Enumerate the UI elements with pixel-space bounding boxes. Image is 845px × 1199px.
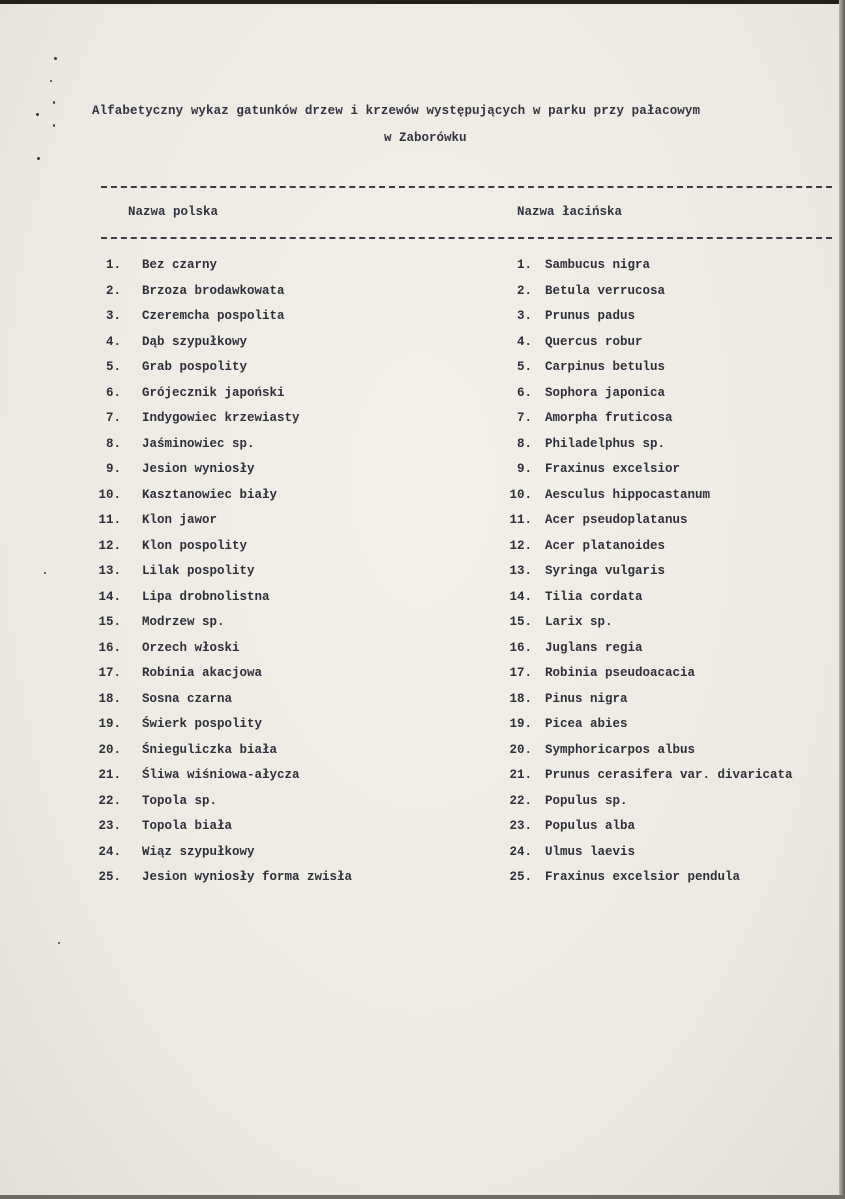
species-list xyxy=(0,258,845,896)
scan-speck xyxy=(37,157,40,160)
species-row xyxy=(0,590,845,616)
species-number-polish: 6. xyxy=(105,385,121,400)
species-number-polish: 12. xyxy=(98,538,121,553)
scan-speck xyxy=(36,113,39,116)
species-name-polish: Grójecznik japoński xyxy=(142,385,285,400)
species-name-polish: Sosna czarna xyxy=(142,691,233,706)
species-name-polish: Robinia akacjowa xyxy=(142,666,263,680)
species-number-polish: 2. xyxy=(105,283,121,298)
species-name-latin: Populus alba xyxy=(545,819,636,833)
species-row xyxy=(0,845,845,871)
species-name-latin: Fraxinus excelsior pendula xyxy=(545,870,741,884)
species-number-polish: 11. xyxy=(98,513,121,527)
species-number-polish: 1. xyxy=(105,258,121,272)
species-number-polish: 13. xyxy=(98,564,121,578)
species-name-polish: Świerk pospolity xyxy=(142,717,263,731)
species-name-polish: Modrzew sp. xyxy=(142,615,225,629)
species-name-latin: Carpinus betulus xyxy=(545,360,666,374)
species-name-latin: Philadelphus sp. xyxy=(545,436,666,451)
species-number-latin: 12. xyxy=(509,538,532,553)
species-number-latin: 3. xyxy=(516,309,532,323)
scan-speck xyxy=(54,57,57,60)
species-row xyxy=(0,870,845,896)
species-number-latin: 9. xyxy=(516,462,532,476)
species-row xyxy=(0,437,845,463)
scan-edge-bottom xyxy=(0,1195,845,1199)
species-number-polish: 9. xyxy=(105,462,121,476)
species-number-polish: 18. xyxy=(98,691,121,706)
species-row xyxy=(0,539,845,565)
species-number-polish: 24. xyxy=(98,844,121,859)
species-number-polish: 14. xyxy=(98,589,121,604)
species-number-latin: 2. xyxy=(516,283,532,298)
species-number-polish: 21. xyxy=(98,768,121,782)
species-name-latin: Symphoricarpos albus xyxy=(545,742,696,757)
species-row xyxy=(0,794,845,820)
species-number-polish: 17. xyxy=(98,666,121,680)
species-row xyxy=(0,258,845,284)
species-number-latin: 21. xyxy=(509,768,532,782)
species-name-polish: Śnieguliczka biała xyxy=(142,742,278,757)
species-name-latin: Quercus robur xyxy=(545,334,643,349)
species-number-latin: 16. xyxy=(509,640,532,655)
species-name-polish: Brzoza brodawkowata xyxy=(142,283,285,298)
species-name-latin: Picea abies xyxy=(545,717,628,731)
species-row xyxy=(0,666,845,692)
species-name-polish: Klon jawor xyxy=(142,513,218,527)
species-number-polish: 10. xyxy=(98,487,121,502)
species-number-polish: 25. xyxy=(98,870,121,884)
species-name-latin: Acer pseudoplatanus xyxy=(545,513,688,527)
table-rule-top xyxy=(101,186,832,188)
species-number-polish: 23. xyxy=(98,819,121,833)
species-name-latin: Betula verrucosa xyxy=(545,283,666,298)
table-rule-header xyxy=(101,237,832,239)
species-name-latin: Robinia pseudoacacia xyxy=(545,666,696,680)
species-number-latin: 15. xyxy=(509,615,532,629)
species-number-latin: 1. xyxy=(516,258,532,272)
species-number-latin: 8. xyxy=(516,436,532,451)
species-row xyxy=(0,462,845,488)
species-name-polish: Dąb szypułkowy xyxy=(142,334,248,349)
scan-speck xyxy=(53,101,55,104)
species-name-polish: Topola biała xyxy=(142,819,233,833)
species-number-polish: 19. xyxy=(98,717,121,731)
species-number-polish: 4. xyxy=(105,334,121,349)
species-name-polish: Jesion wyniosły xyxy=(142,462,255,476)
species-number-polish: 16. xyxy=(98,640,121,655)
species-name-latin: Sambucus nigra xyxy=(545,258,651,272)
species-name-polish: Lilak pospolity xyxy=(142,564,255,578)
species-name-latin: Juglans regia xyxy=(545,640,643,655)
species-number-latin: 4. xyxy=(516,334,532,349)
species-row xyxy=(0,284,845,310)
species-name-latin: Larix sp. xyxy=(545,615,613,629)
species-name-polish: Grab pospolity xyxy=(142,360,248,374)
species-number-latin: 11. xyxy=(509,513,532,527)
species-number-latin: 22. xyxy=(509,793,532,808)
species-name-latin: Sophora japonica xyxy=(545,385,666,400)
scan-speck xyxy=(58,942,60,944)
species-number-latin: 10. xyxy=(509,487,532,502)
species-name-latin: Amorpha fruticosa xyxy=(545,411,673,425)
species-name-latin: Fraxinus excelsior xyxy=(545,462,681,476)
scan-speck xyxy=(50,80,52,82)
species-name-latin: Prunus cerasifera var. divaricata xyxy=(545,768,793,782)
scan-edge-top xyxy=(0,0,845,4)
species-number-polish: 22. xyxy=(98,793,121,808)
species-number-polish: 7. xyxy=(105,411,121,425)
species-number-latin: 17. xyxy=(509,666,532,680)
column-header-latin: Nazwa łacińska xyxy=(517,205,623,219)
species-number-latin: 25. xyxy=(509,870,532,884)
species-number-latin: 7. xyxy=(516,411,532,425)
species-name-latin: Ulmus laevis xyxy=(545,844,636,859)
species-number-polish: 15. xyxy=(98,615,121,629)
species-number-polish: 3. xyxy=(105,309,121,323)
species-name-latin: Tilia cordata xyxy=(545,589,643,604)
species-number-polish: 5. xyxy=(105,360,121,374)
species-number-latin: 14. xyxy=(509,589,532,604)
species-name-polish: Czeremcha pospolita xyxy=(142,309,285,323)
species-number-latin: 23. xyxy=(509,819,532,833)
species-name-polish: Kasztanowiec biały xyxy=(142,487,278,502)
species-row xyxy=(0,641,845,667)
species-name-polish: Indygowiec krzewiasty xyxy=(142,411,300,425)
document-subtitle: w Zaborówku xyxy=(384,131,467,145)
species-row xyxy=(0,717,845,743)
species-row xyxy=(0,360,845,386)
species-row xyxy=(0,768,845,794)
scan-speck xyxy=(53,124,55,127)
species-name-latin: Prunus padus xyxy=(545,309,636,323)
species-number-latin: 5. xyxy=(516,360,532,374)
species-row xyxy=(0,692,845,718)
species-row xyxy=(0,564,845,590)
document-title: Alfabetyczny wykaz gatunków drzew i krzewów występujących w parku przy pałacowym xyxy=(92,104,701,118)
species-name-polish: Topola sp. xyxy=(142,793,218,808)
species-name-latin: Pinus nigra xyxy=(545,691,628,706)
species-name-latin: Syringa vulgaris xyxy=(545,564,666,578)
species-row xyxy=(0,335,845,361)
species-name-polish: Klon pospolity xyxy=(142,538,248,553)
species-number-latin: 6. xyxy=(516,385,532,400)
species-name-polish: Orzech włoski xyxy=(142,640,240,655)
species-number-latin: 13. xyxy=(509,564,532,578)
species-row xyxy=(0,513,845,539)
species-number-polish: 20. xyxy=(98,742,121,757)
species-number-latin: 20. xyxy=(509,742,532,757)
species-number-polish: 8. xyxy=(105,436,121,451)
species-name-polish: Bez czarny xyxy=(142,258,218,272)
species-name-polish: Wiąz szypułkowy xyxy=(142,844,255,859)
species-number-latin: 19. xyxy=(509,717,532,731)
species-row xyxy=(0,386,845,412)
species-name-latin: Acer platanoides xyxy=(545,538,666,553)
species-name-polish: Jesion wyniosły forma zwisła xyxy=(142,870,353,884)
species-name-latin: Populus sp. xyxy=(545,793,628,808)
species-number-latin: 24. xyxy=(509,844,532,859)
species-name-polish: Śliwa wiśniowa-ałycza xyxy=(142,768,300,782)
species-name-latin: Aesculus hippocastanum xyxy=(545,487,711,502)
species-row xyxy=(0,411,845,437)
species-row xyxy=(0,819,845,845)
species-name-polish: Lipa drobnolistna xyxy=(142,589,270,604)
column-header-polish: Nazwa polska xyxy=(128,205,219,219)
species-number-latin: 18. xyxy=(509,691,532,706)
species-name-polish: Jaśminowiec sp. xyxy=(142,436,255,451)
species-row xyxy=(0,743,845,769)
species-row xyxy=(0,488,845,514)
species-row xyxy=(0,615,845,641)
species-row xyxy=(0,309,845,335)
